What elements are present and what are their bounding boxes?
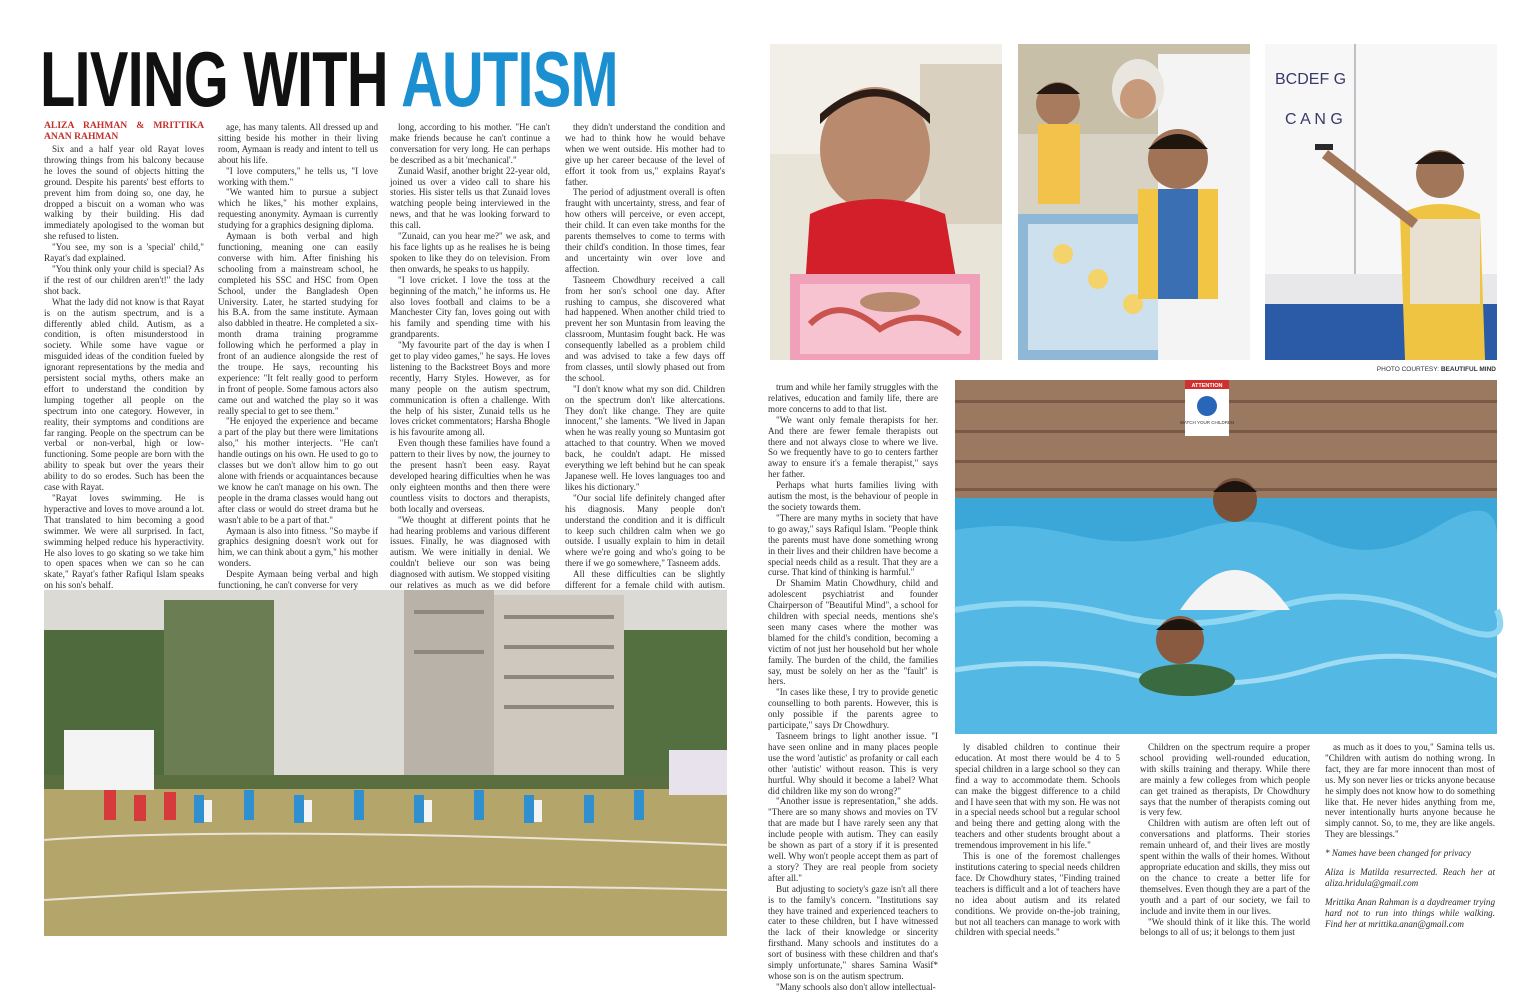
article-column-5: [768, 382, 938, 992]
paragraph: "Our social life definitely changed after his diagnosis. Many people don't understand the condition and it is difficult to keep such children calm when we go outside. I usually explain to him in detail where we're going and who's going to be there if we go somewhere," Tasneem adds.: [565, 492, 725, 569]
paragraph: But adjusting to society's gaze isn't all there is to the family's concern. "Institutions say they have trained and experienced teachers to cater to these children, but I have witnessed the lack of their knowledge or sincerity firsthand. Many schools and institutes do a sort of business with these children and that's simply unfortunate," shares Samina Wasif* whose son is on the autism spectrum.: [768, 883, 938, 981]
pool-sign-text: WATCH YOUR CHILDREN: [1179, 420, 1235, 425]
headline-word-autism: AUTISM: [401, 35, 618, 123]
paragraph: What the lady did not know is that Rayat is on the autism spectrum, and is a differently abled child. Autism, as a condition, is often misunderstood in society. While some have vague or misguided ideas of the condition fueled by ignorant representations by the media and persistent social myths, others make an effort to understand the condition by lumping together all people on the spectrum into one category. However, in reality, their symptoms and conditions are far ranging. People on the spectrum can be verbal or non-verbal, high or low-functioning. Some people are born with the ability to speak but over the years their ability to do so erodes. Such has been the case with Rayat.: [44, 296, 204, 493]
paragraph: "I love computers," he tells us, "I love working with them.": [218, 165, 378, 187]
paragraph: Perhaps what hurts families living with autism the most, is the behaviour of people in the society towards them.: [768, 480, 938, 512]
paragraph: "We wanted him to pursue a subject which he likes," his mother explains, requesting anonymity. Aymaan is currently studying for a graphics designing diploma.: [218, 187, 378, 231]
paragraph: "I don't know what my son did. Children on the spectrum don't like altercations. They don't like change. They are quite innocent," she laments. "We lived in Japan when he was really young so Muntasim got attached to that country. When we moved back, he couldn't adapt. He missed everything we left behind but he can speak Japanese well. He loves languages too and likes his dictionary.": [565, 383, 725, 492]
photo-sports-day-field: [44, 590, 727, 936]
article-column-3: [390, 122, 550, 591]
headline: [40, 36, 618, 122]
byline: ALIZA RAHMAN & MRITTIKA ANAN RAHMAN: [44, 120, 204, 142]
paragraph: Dr Shamim Matin Chowdhury, child and adolescent psychiatrist and founder Chairperson of "Beautiful Mind", a school for children with special needs, mentions she's seen many cases where the mother was blamed for the child's condition, becoming a victim of not just her household but her whole family. The burden of the child, the families say, must be solely on her as the "fault" is hers.: [768, 578, 938, 687]
svg-text:BCDEF G: BCDEF G: [1275, 71, 1347, 88]
paragraph: Aymaan is both verbal and high functioning, meaning one can easily converse with him. After finishing his schooling from a mainstream school, he completed his SSC and HSC from Open School, under the Bangladesh Open University. Later, he started studying for his B.A. from the same institute. Aymaan also dabbled in theatre. He completed a six-month drama training programme following which he performed a play in front of an audience alongside the rest of the troupe. He says, recounting his experience: "It felt really good to perform in front of people. Some famous actors also came out and watched the play so it was really special to get to see them.": [218, 231, 378, 416]
photo-credit-prefix: PHOTO COURTESY:: [1376, 366, 1440, 373]
author-note-aliza: Aliza is Matilda resurrected. Reach her at aliza.hridula@gmail.com: [1325, 867, 1495, 888]
paragraph: "I love cricket. I love the toss at the beginning of the match," he informs us. He also loves football and claims to be a Manchester City fan, loves going out with his family and spending time with his grandparents.: [390, 274, 550, 340]
paragraph: The period of adjustment overall is often fraught with uncertainty, stress, and fear of how others will perceive, or even accept, their child. It can even take months for the parents themselves to come to terms with their child's condition. In those times, fear and uncertainty win over love and affection.: [565, 187, 725, 274]
paragraph: "Zunaid, can you hear me?" we ask, and his face lights up as he realises he is being spoken to like they do on television. From then onwards, he speaks to us happily.: [390, 231, 550, 274]
paragraph: "Another issue is representation," she adds. "There are so many shows and movies on TV that are made but I have rarely seen any that include people with autism. They can easily be shown as part of a story if it is presented well. Why won't people accept them as part of a story? They are real people from society after all.": [768, 796, 938, 883]
paragraph: as much as it does to you," Samina tells us. "Children with autism do nothing wrong. In fact, they are far more innocent than most of us. My son never lies or tricks anyone because he simply does not know how to do something like that. He never hides anything from me, never intentionally hurts anyone because he simply cannot. So, to me, they are like angels. They are blessings.": [1325, 742, 1495, 840]
paragraph: "We thought at different points that he had hearing problems and various different issues. Finally, he was diagnosed with autism. We were initially in denial. We couldn't believe our son was being diagnosed with autism. We stopped visiting our relatives as much as we did before: [390, 514, 550, 591]
article-column-2: [218, 122, 378, 591]
article-column-7: [1140, 742, 1310, 938]
paragraph: "We want only female therapists for her. And there are fewer female therapists out there and not always close to where we live. So we frequently have to go to centers farther away to ensure it's a female therapist," says her father.: [768, 414, 938, 480]
paragraph: Tasneem brings to light another issue. "I have seen online and in many places people use the word 'autistic' as profanity or call each other 'autistic' without reason. This is very hurtful. Why should it become a label? What did children like my son do wrong?": [768, 731, 938, 796]
column-8-body: [1325, 742, 1495, 840]
paragraph: ly disabled children to continue their education. At most there would be 4 to 5 special children in a large school so they can find a way to accommodate them. Schools can make the biggest difference to a child and I have seen that with my son. He was not in a special needs school but a regular school and being there and getting along with the teachers and other students brought about a tremendous improvement in his life.": [955, 742, 1120, 851]
article-column-1: [44, 120, 204, 591]
paragraph: "Many schools also don't allow intellectual-: [776, 981, 936, 992]
paragraph: "In cases like these, I try to provide genetic counselling to both parents. However, this is only possible if the parents agree to participate," says Dr Chowdhury.: [768, 687, 938, 731]
paragraph: Aymaan is also into fitness. "So maybe if graphics designing doesn't work out for him, we can think about a gym," his mother wonders.: [218, 525, 378, 569]
photo-teacher-with-children: [1018, 44, 1250, 360]
paragraph: they didn't understand the condition and we had to think how he would behave when we went outside. His mother had to give up her career because of the level of effort it took from us," explains Rayat's father.: [565, 122, 725, 187]
author-note-mrittika: Mrittika Anan Rahman is a daydreamer trying hard not to run into things while walking. Find her at mrittika.anan@gmail.com: [1325, 896, 1495, 929]
paragraph: trum and while her family struggles with the relatives, education and family life, there are more concerns to add to that list.: [768, 382, 938, 414]
photo-credit: [1270, 366, 1496, 373]
paragraph: Zunaid Wasif, another bright 22-year old, joined us over a video call to share his stories. His sister tells us that Zunaid loves watching people being interviewed in the news, and that he was looking forward to this call.: [390, 165, 550, 231]
photo-swimming-pool: [955, 380, 1497, 734]
paragraph: "Rayat loves swimming. He is hyperactive and loves to move around a lot. That translated to him becoming a good swimmer. We were all surprised. In fact, swimming helped reduce his hyperactivity. He also loves to go skating so we take him to open spaces when we can so he can skate," Rayat's father Rafiqul Islam speaks on his son's behalf.: [44, 493, 204, 591]
paragraph: "We should think of it like this. The world belongs to all of us; it belongs to them just: [1140, 916, 1310, 938]
svg-text:C A N G: C A N G: [1285, 111, 1343, 128]
paragraph: Tasneem Chowdhury received a call from her son's school one day. After rushing to campus, she discovered what had happened. When another child tried to prevent her son Muntasin from leaving the classroom, Muntasim fought back. He was consequently labelled as a problem child and was advised to take a few days off from classes, until slowly phased out from the school.: [565, 274, 725, 383]
paragraph: long, according to his mother. "He can't make friends because he can't continue a conversation for very long. He can perhaps be described as a bit 'mechanical'.": [390, 122, 550, 165]
pool-sign-title: ATTENTION: [1191, 383, 1223, 389]
paragraph: Even though these families have found a pattern to their lives by now, the journey to the present hasn't been easy. Rayat developed hearing difficulties when he was only eighteen months and then there were countless visits to doctors and therapists, both locally and overseas.: [390, 438, 550, 514]
photo-child-at-whiteboard: [1265, 44, 1497, 360]
paragraph: age, has many talents. All dressed up and sitting beside his mother in their living room, Aymaan is ready and intent to tell us about his life.: [218, 122, 378, 165]
paragraph: All these difficulties can be slightly different for a female child with autism.: [565, 569, 725, 591]
headline-word-living-with: LIVING WITH: [40, 35, 388, 123]
photo-credit-source: BEAUTIFUL MIND: [1440, 366, 1496, 373]
privacy-note: * Names have been changed for privacy: [1325, 848, 1471, 859]
paragraph: "He enjoyed the experience and became a part of the play but there were limitations also," his mother interjects. "He can't handle outings on his own. He used to go to classes but we don't allow him to go out alone with friends or acquaintances because we know he can't manage on his own. The people in the drama classes would hang out after class or would do street drama but he wasn't able to be a part of that.": [218, 416, 378, 525]
paragraph: "My favourite part of the day is when I get to play video games," he says. He loves listening to the Backstreet Boys and more recently, Harry Styles. However, as for many people on the autism spectrum, communication is often a challenge. With the help of his sister, Zunaid tells us he loves cricket commentators; Harsha Bhogle is his favourite among all.: [390, 340, 550, 438]
paragraph: Children with autism are often left out of conversations and platforms. Their stories remain unheard of, and their lives are mostly spent within the walls of their homes. Without appropriate education and skills, they miss out on the chance to create a better life for themselves. Even though they are a part of the youth and a part of our society, we fail to include and invite them in our lives.: [1140, 818, 1310, 916]
paragraph: "You see, my son is a 'special' child," Rayat's dad explained.: [44, 242, 204, 264]
photo-child-drawing: [770, 44, 1002, 360]
paragraph: "There are many myths in society that have to go away," says Rafiqul Islam. "People think the parents must have done something wrong in their lives and their children have become a special needs child as a result. That they are a curse. That kind of thinking is harmful.": [768, 512, 938, 578]
article-column-8: [1325, 742, 1495, 940]
paragraph: "You think only your child is special? As if the rest of our children aren't!" the lady shot back.: [44, 263, 204, 296]
paragraph: This is one of the foremost challenges institutions catering to special needs children face. Dr Chowdhury states, "Finding trained teachers is difficult and a lot of teachers have no idea about autism and its related conditions. We provide on-the-job training, but not all teachers can manage to work with children with special needs.": [955, 851, 1120, 938]
article-column-6: [955, 742, 1120, 938]
paragraph: Six and a half year old Rayat loves throwing things from his balcony because he loves the sound of objects hitting the ground. Despite his parents' best efforts to prevent him from doing so, one day, he dropped a biscuit on a woman who was walking by their building. His dad immediately apologised to the woman but she refused to listen.: [44, 144, 204, 242]
paragraph: Despite Aymaan being verbal and high functioning, he can't converse for very: [218, 569, 378, 591]
paragraph: Children on the spectrum require a proper school providing well-rounded education, with skills training and therapy. While there are mainly a few colleges from which people can get trained as therapists, Dr Chowdhury says that the number of therapists coming out is very few.: [1140, 742, 1310, 818]
article-column-4: [565, 122, 725, 591]
